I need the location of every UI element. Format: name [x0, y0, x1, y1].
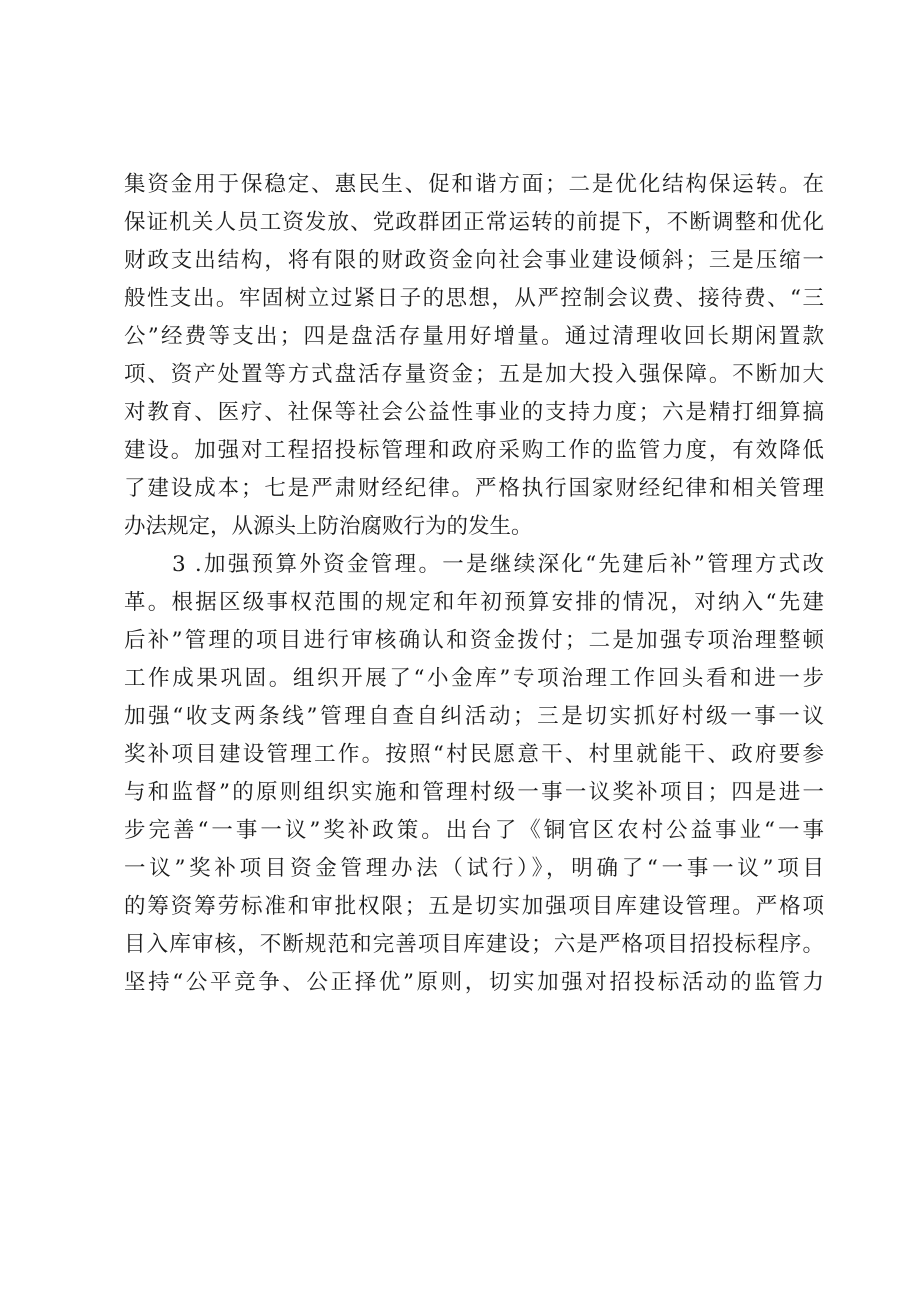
section-heading-line: 3 .加强预算外资金管理。一是继续深化“先建后补”管理方式改	[172, 552, 824, 577]
text-line: 目入库审核，不断规范和完善项目库建设；六是严格项目招投标程序。	[124, 932, 824, 957]
text-line: 一议”奖补项目资金管理办法（试行）》，明确了“一事一议”项目	[124, 856, 824, 881]
text-line: 般性支出。牢固树立过紧日子的思想，从严控制会议费、接待费、“三	[124, 286, 824, 311]
text-line: 后补”管理的项目进行审核确认和资金拨付；二是加强专项治理整顿	[124, 628, 824, 653]
text-line: 加强“收支两条线”管理自查自纠活动；三是切实抓好村级一事一议	[124, 704, 824, 729]
text-line: 步完善“一事一议”奖补政策。出台了《铜官区农村公益事业“一事	[124, 818, 824, 843]
text-line: 办法规定，从源头上防治腐败行为的发生。	[124, 514, 533, 539]
text-line: 了建设成本；七是严肃财经纪律。严格执行国家财经纪律和相关管理	[124, 476, 824, 501]
body-text	[124, 166, 824, 1002]
text-line: 保证机关人员工资发放、党政群团正常运转的前提下，不断调整和优化	[124, 210, 824, 235]
text-line: 奖补项目建设管理工作。按照“村民愿意干、村里就能干、政府要参	[124, 742, 824, 767]
text-line: 集资金用于保稳定、惠民生、促和谐方面；二是优化结构保运转。在	[124, 172, 824, 197]
text-line: 建设。加强对工程招投标管理和政府采购工作的监管力度，有效降低	[124, 438, 824, 463]
text-line: 坚持“公平竞争、公正择优”原则，切实加强对招投标活动的监管力	[124, 970, 824, 995]
text-line: 财政支出结构，将有限的财政资金向社会事业建设倾斜；三是压缩一	[124, 248, 824, 273]
text-line: 的筹资筹劳标准和审批权限；五是切实加强项目库建设管理。严格项	[124, 894, 824, 919]
text-line: 与和监督”的原则组织实施和管理村级一事一议奖补项目；四是进一	[124, 780, 824, 805]
text-line: 公”经费等支出；四是盘活存量用好增量。通过清理收回长期闲置款	[124, 324, 824, 349]
text-line: 革。根据区级事权范围的规定和年初预算安排的情况，对纳入“先建	[124, 590, 824, 615]
text-line: 项、资产处置等方式盘活存量资金；五是加大投入强保障。不断加大	[124, 362, 824, 387]
text-line: 对教育、医疗、社保等社会公益性事业的支持力度；六是精打细算搞	[124, 400, 824, 425]
text-line: 工作成果巩固。组织开展了“小金库”专项治理工作回头看和进一步	[124, 666, 824, 691]
